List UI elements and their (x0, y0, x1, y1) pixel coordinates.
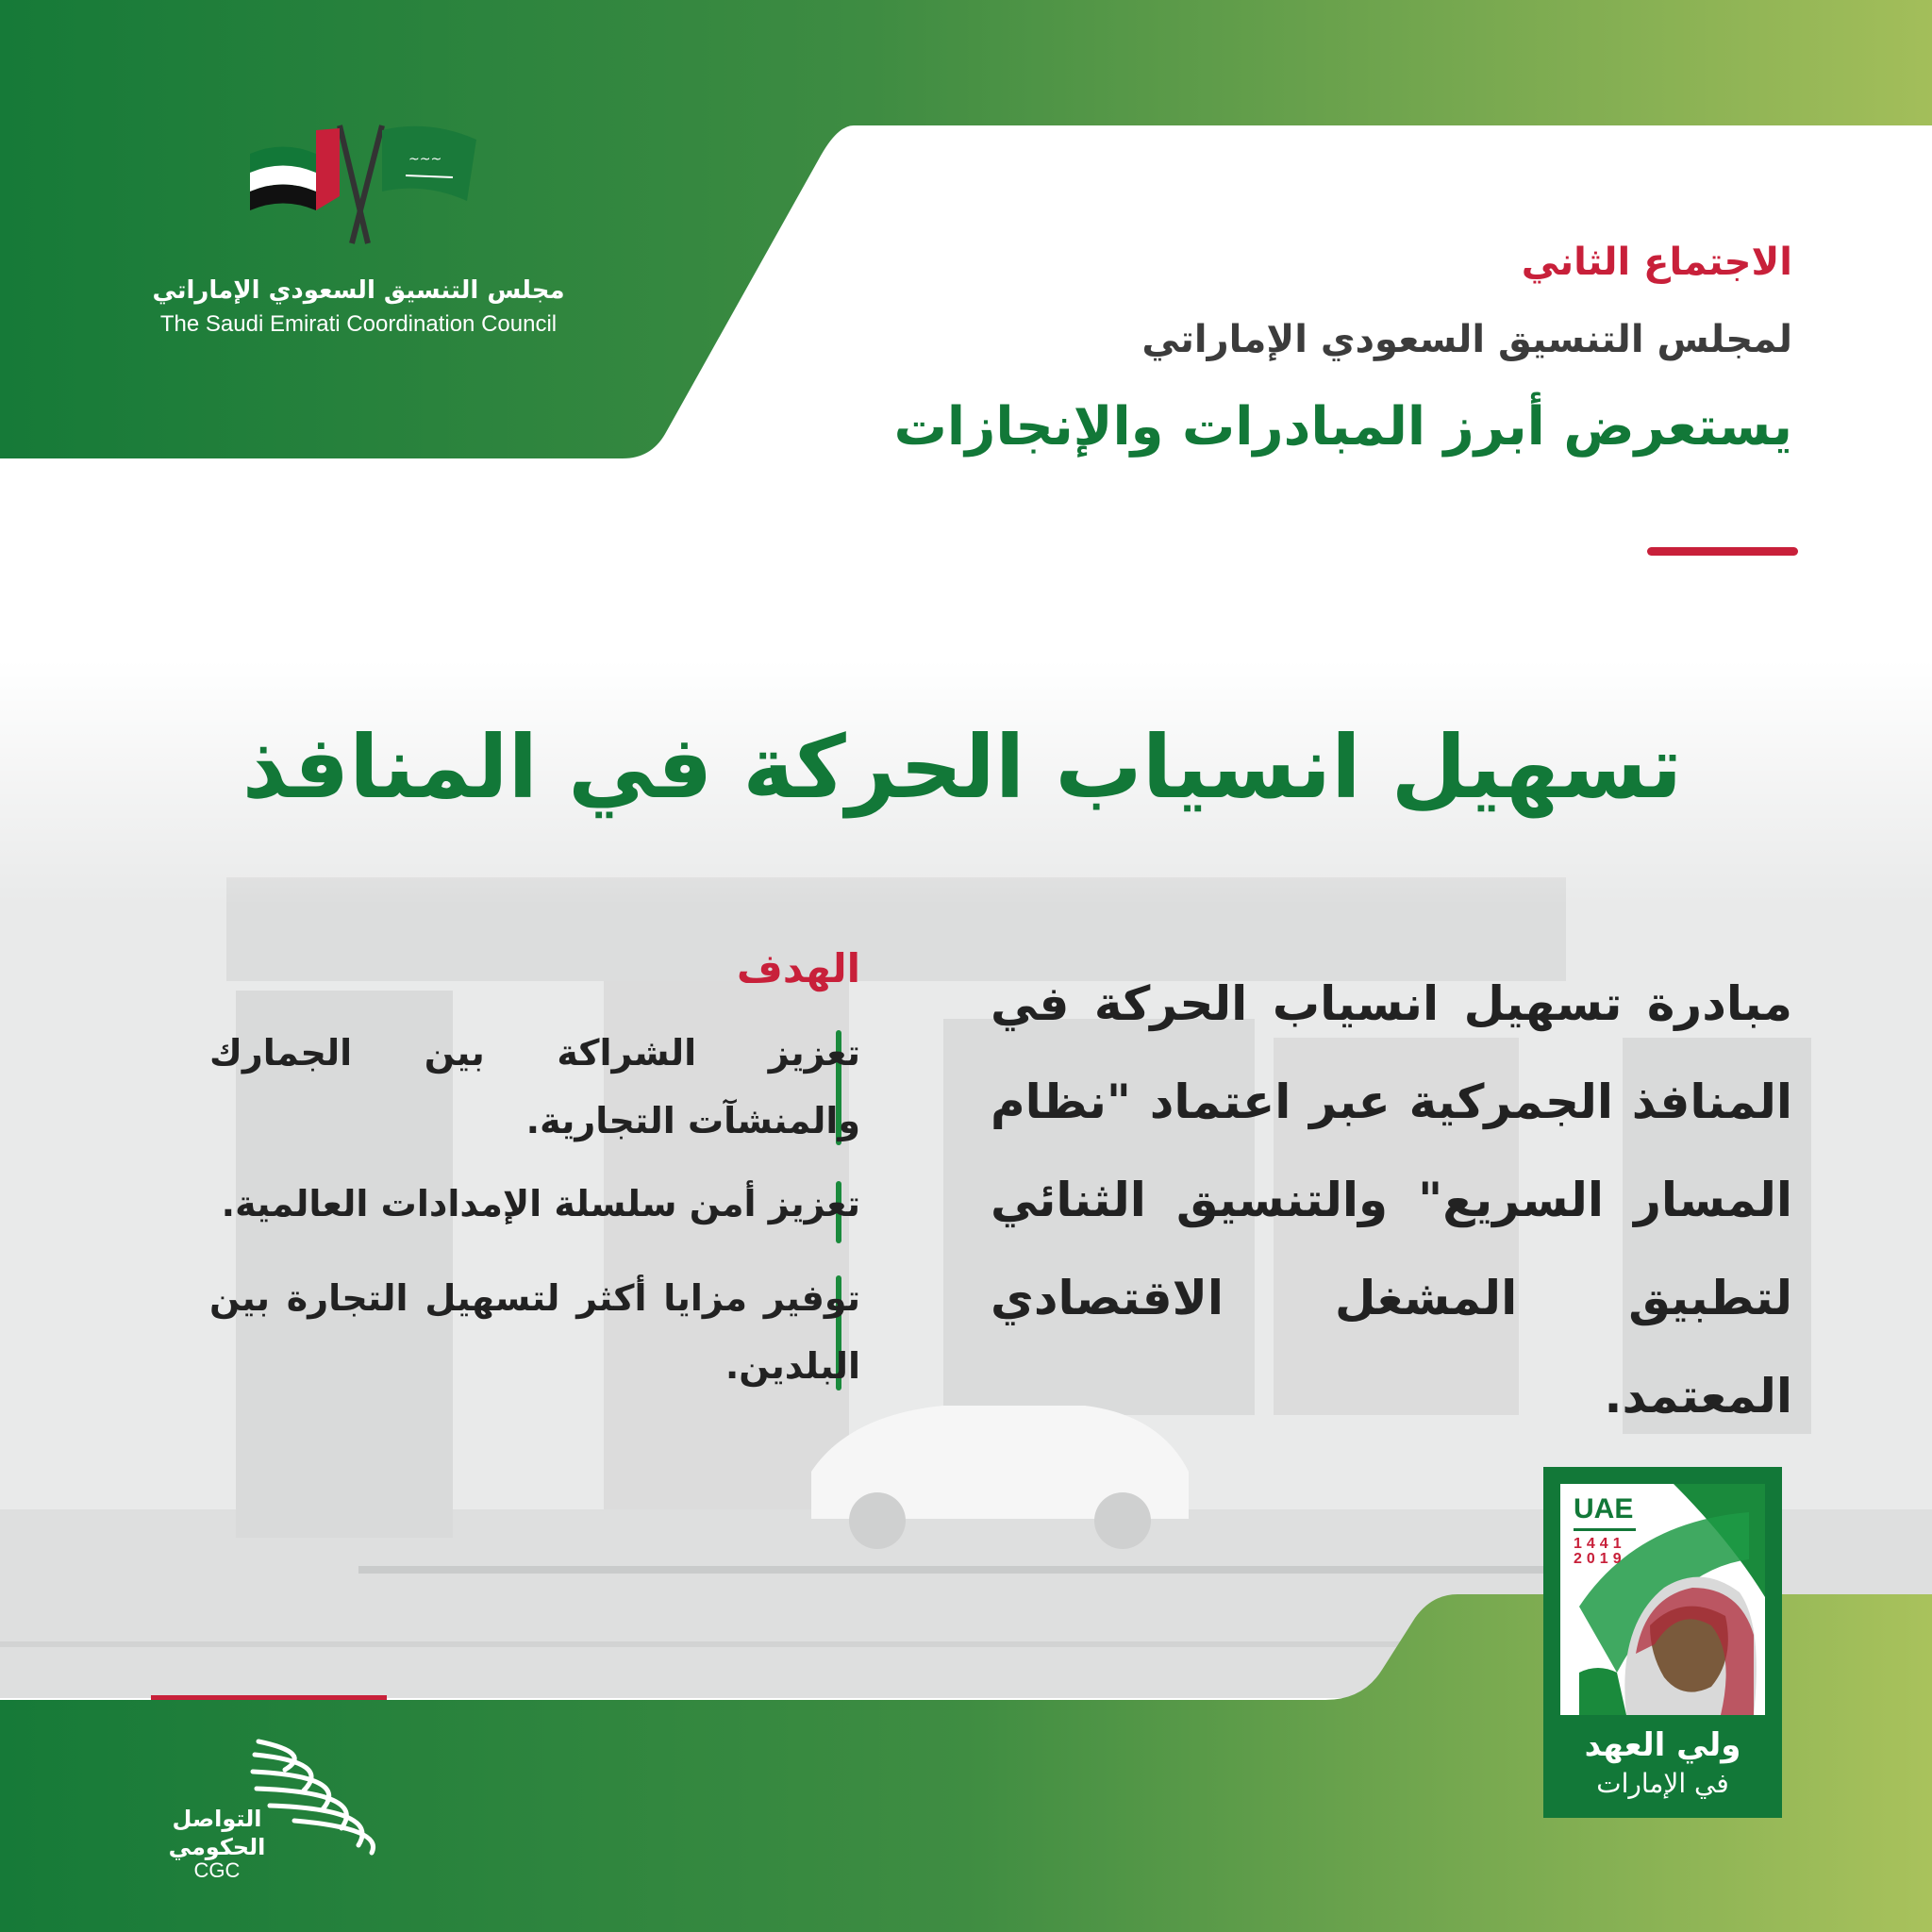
goal-item: تعزيز الشراكة بين الجمارك والمنشآت التجارية. (209, 1032, 860, 1141)
badge-title: ولي العهد (1584, 1726, 1741, 1764)
header-meeting-title: الاجتماع الثاني (1521, 241, 1792, 284)
footer-accent-line (151, 1695, 387, 1700)
page-title: تسهيل انسياب الحركة في المنافذ (242, 717, 1683, 818)
cgc-name-ar-line2: الحكومي (168, 1834, 266, 1860)
svg-text:~~~: ~~~ (408, 152, 442, 167)
header-council-line: لمجلس التنسيق السعودي الإماراتي (1141, 318, 1792, 361)
council-name-en: The Saudi Emirati Coordination Council (159, 311, 558, 337)
badge-year-hijri: 1441 (1574, 1536, 1626, 1552)
badge-divider (1574, 1528, 1636, 1531)
crossed-flags-icon (241, 121, 486, 248)
council-name-ar: مجلس التنسيق السعودي الإماراتي (152, 276, 565, 305)
cgc-name-ar-line1: التواصل (172, 1806, 262, 1832)
goal-heading: الهدف (737, 945, 860, 991)
initiative-description: مبادرة تسهيل انسياب الحركة في المنافذ الجمركية عبر اعتماد "نظام المسار السريع" والتنسيق الثنائي لتطبيق المشغل الاقتصادي المعتمد. (991, 976, 1792, 1424)
cgc-name-en: CGC (193, 1858, 241, 1882)
header-headline: يستعرض أبرز المبادرات والإنجازات (893, 396, 1792, 458)
badge-subtitle: في الإمارات (1596, 1768, 1729, 1799)
badge-year-gregorian: 2019 (1574, 1551, 1626, 1567)
goal-item: توفير مزايا أكثر لتسهيل التجارة بين البلدين. (209, 1277, 860, 1387)
goal-item: تعزيز أمن سلسلة الإمدادات العالمية. (221, 1183, 860, 1224)
header-divider (1647, 547, 1798, 556)
badge-uae-label: UAE (1574, 1493, 1634, 1524)
